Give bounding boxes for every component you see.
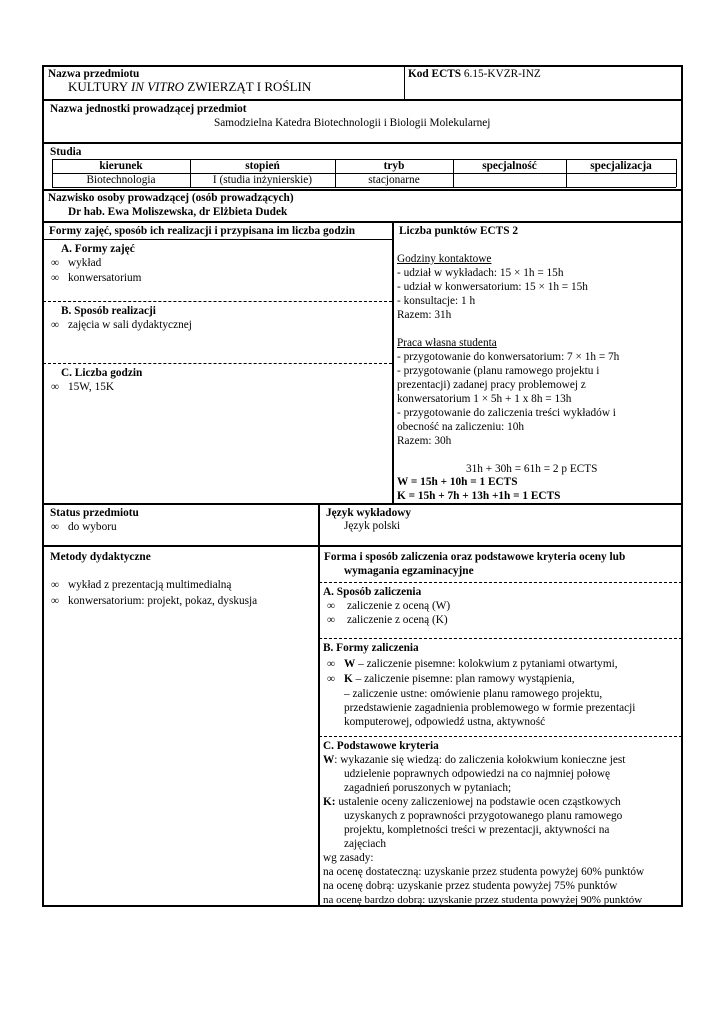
ects-line: - przygotowanie do zaliczenia treści wykładów i (397, 407, 616, 419)
ects-line: - udział w konwersatorium: 15 × 1h = 15h (397, 281, 588, 293)
ects-line: - przygotowanie (planu ramowego projektu i (397, 365, 600, 377)
assessment-line: przedstawienie zagadnienia problemowego w formie prezentacji (344, 702, 636, 714)
ects-code: Kod ECTS 6.15-KVZR-INZ (408, 68, 541, 80)
assessment-line: zajęciach (344, 838, 387, 850)
list-item: ∞ konwersatorium: projekt, pokaz, dyskusja (51, 595, 258, 607)
assessment-title: Forma i sposób zaliczenia oraz podstawowe kryteria oceny lub (324, 551, 626, 563)
ects-line: Razem: 30h (397, 435, 452, 447)
bullet-icon: ∞ (327, 673, 336, 685)
assessment-line: zagadnień poruszonych w pytaniach; (344, 782, 512, 794)
ects-line: - przygotowanie do konwersatorium: 7 × 1h = 7h (397, 351, 620, 363)
status-label: Status przedmiotu (50, 507, 139, 519)
bullet-icon: ∞ (51, 595, 60, 607)
subject-label: Nazwa przedmiotu (48, 68, 140, 80)
assessment-line: udzielenie poprawnych odpowiedzi na co najmniej połowę (344, 768, 611, 780)
ects-k: K = 15h + 7h + 13h +1h = 1 ECTS (397, 490, 561, 502)
unit-name: Samodzielna Katedra Biotechnologii i Biologii Molekularnej (214, 117, 491, 129)
assessment-line: uzyskanych z poprawności przygotowanego planu ramowego (344, 810, 623, 822)
list-item: ∞ zajęcia w sali dydaktycznej (51, 319, 192, 331)
teachers-names: Dr hab. Ewa Moliszewska, dr Elżbieta Dudek (68, 206, 288, 218)
studies-header: specjalizacja (590, 160, 652, 172)
forms-c-title: C. Liczba godzin (61, 367, 143, 379)
bullet-icon: ∞ (51, 257, 60, 269)
assessment-line: projektu, kompletności treści w prezentacji, aktywności na (344, 824, 610, 836)
grade-line: na ocenę dobrą: uzyskanie przez studenta powyżej 75% punktów (323, 880, 618, 892)
ects-line: obecność na zaliczeniu: 10h (397, 421, 525, 433)
assessment-c-title: C. Podstawowe kryteria (323, 740, 439, 752)
own-work-title: Praca własna studenta (397, 337, 497, 349)
list-item: ∞ wykład (51, 257, 102, 269)
studies-header: tryb (383, 160, 405, 172)
subject-title: KULTURY IN VITRO ZWIERZĄT I ROŚLIN (68, 79, 312, 94)
studies-value: Biotechnologia (86, 174, 156, 186)
studies-header: specjalność (482, 160, 537, 172)
criteria-w: W: wykazanie się wiedzą: do zaliczenia kołokwium konieczne jest (323, 754, 626, 766)
studies-value: I (studia inżynierskie) (212, 174, 313, 186)
list-item: ∞ 15W, 15K (51, 381, 115, 393)
forms-label: Formy zajęć, sposób ich realizacji i przypisana im liczba godzin (49, 225, 356, 237)
bullet-icon: ∞ (327, 658, 336, 670)
methods-label: Metody dydaktyczne (50, 551, 151, 563)
grade-line: na ocenę bardzo dobrą: uzyskanie przez studenta powyżej 90% punktów (323, 894, 643, 906)
ects-line: - udział w wykładach: 15 × 1h = 15h (397, 267, 564, 279)
teachers-label: Nazwisko osoby prowadzącej (osób prowadzących) (48, 192, 294, 204)
grade-line: na ocenę dostateczną: uzyskanie przez studenta powyżej 60% punktów (323, 866, 645, 878)
forms-b-title: B. Sposób realizacji (61, 305, 156, 317)
ects-sum: 31h + 30h = 61h = 2 p ECTS (466, 463, 598, 475)
assessment-line: – zaliczenie ustne: omówienie planu ramowego projektu, (344, 688, 603, 700)
studies-header: kierunek (99, 160, 143, 172)
list-item: ∞ zaliczenie z oceną (W) (327, 600, 451, 612)
contact-hours-title: Godziny kontaktowe (397, 253, 492, 265)
forms-a-title: A. Formy zajęć (61, 243, 135, 255)
assessment-a-title: A. Sposób zaliczenia (323, 586, 422, 598)
ects-w: W = 15h + 10h = 1 ECTS (397, 476, 518, 488)
language-label: Język wykładowy (326, 507, 412, 519)
unit-label: Nazwa jednostki prowadzącej przedmiot (50, 103, 247, 115)
list-item: ∞ zaliczenie z oceną (K) (327, 614, 448, 626)
ects-points-label: Liczba punktów ECTS 2 (399, 225, 518, 237)
ects-line: prezentacji) zadanej pracy problemowej z (397, 379, 586, 391)
list-item: ∞ wykład z prezentacją multimedialną (51, 579, 232, 591)
bullet-icon: ∞ (327, 614, 336, 626)
studies-label: Studia (50, 146, 82, 158)
criteria-k: K: ustalenie oceny zaliczeniowej na podstawie ocen cząstkowych (323, 796, 621, 808)
list-item: ∞ K – zaliczenie pisemne: plan ramowy wystąpienia, (327, 673, 575, 685)
studies-value: stacjonarne (368, 174, 420, 186)
bullet-icon: ∞ (327, 600, 336, 612)
assessment-b-title: B. Formy zaliczenia (323, 642, 419, 654)
ects-line: Razem: 31h (397, 309, 452, 321)
bullet-icon: ∞ (51, 579, 60, 591)
grade-line: wg zasady: (323, 852, 374, 864)
list-item: ∞ W – zaliczenie pisemne: kolokwium z pytaniami otwartymi, (327, 658, 618, 670)
ects-line: - konsultacje: 1 h (397, 295, 476, 307)
bullet-icon: ∞ (51, 272, 60, 284)
language-value: Język polski (344, 520, 401, 532)
list-item: ∞ konwersatorium (51, 272, 142, 284)
assessment-line: komputerowej, odpowiedź ustna, aktywność (344, 716, 546, 728)
bullet-icon: ∞ (51, 319, 60, 331)
list-item: ∞ do wyboru (51, 521, 117, 533)
ects-line: konwersatorium 1 × 5h + 1 x 8h = 13h (397, 393, 572, 405)
studies-header: stopień (245, 160, 280, 172)
bullet-icon: ∞ (51, 381, 60, 393)
assessment-title-2: wymagania egzaminacyjne (344, 565, 474, 577)
bullet-icon: ∞ (51, 521, 60, 533)
